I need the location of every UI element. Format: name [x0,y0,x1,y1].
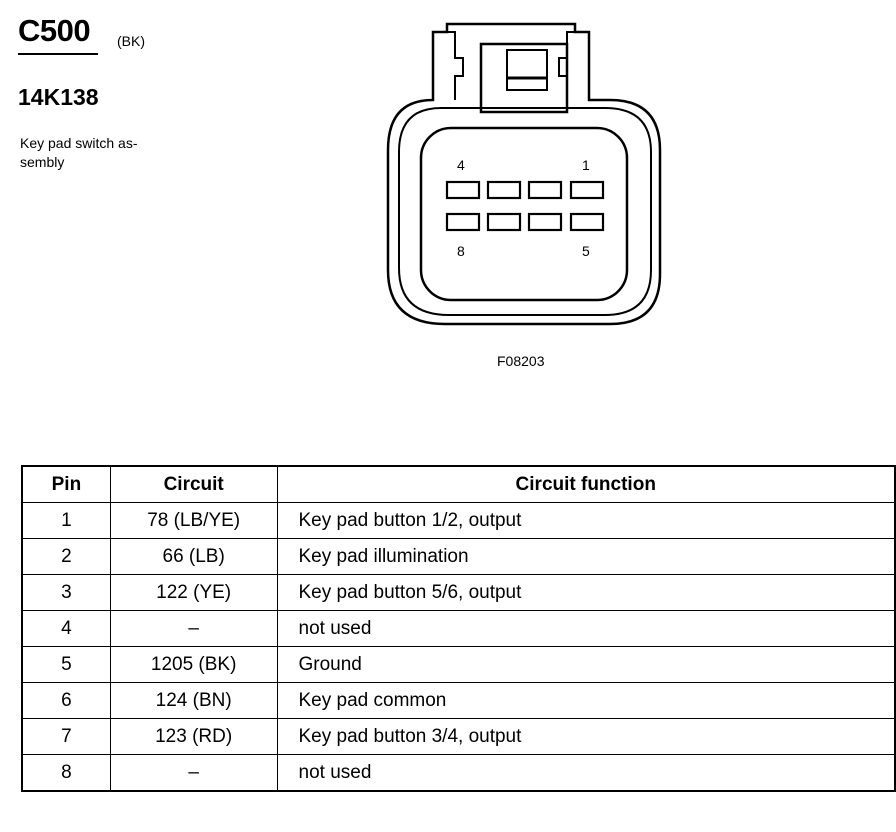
cell-circuit: – [110,755,277,792]
cell-function: Ground [277,647,895,683]
header-function: Circuit function [277,466,895,503]
header-pin: Pin [22,466,110,503]
connector-id: C500 [18,13,91,48]
table-row [22,719,895,755]
table-row [22,755,895,792]
terminal-pin-1 [571,182,603,198]
pin-label-1: 1 [582,157,590,173]
table-row [22,647,895,683]
cell-function: Key pad button 1/2, output [277,503,895,539]
cell-function: not used [277,611,895,647]
table-row [22,611,895,647]
latch-slot [507,50,547,90]
cell-pin: 5 [22,647,110,683]
cell-function: Key pad common [277,683,895,719]
table-row [22,539,895,575]
terminal-pin-2 [529,182,561,198]
cell-function: Key pad button 5/6, output [277,575,895,611]
cell-function: Key pad button 3/4, output [277,719,895,755]
table-row [22,575,895,611]
connector-face-diagram [385,18,665,338]
part-number: 14K138 [18,84,99,110]
cell-pin: 3 [22,575,110,611]
cell-circuit: – [110,611,277,647]
cell-function: not used [277,755,895,792]
pin-label-5: 5 [582,243,590,259]
cell-pin: 2 [22,539,110,575]
latch-left-step [447,32,463,100]
cell-circuit: 122 (YE) [110,575,277,611]
connector-inner-outline [399,108,651,315]
terminal-pin-5 [571,214,603,230]
connector-housing-outline [388,24,660,324]
cell-circuit: 66 (LB) [110,539,277,575]
cell-pin: 8 [22,755,110,792]
cell-function: Key pad illumination [277,539,895,575]
component-description: Key pad switch as- sembly [20,135,138,170]
table-row [22,503,895,539]
cell-circuit: 78 (LB/YE) [110,503,277,539]
terminal-pin-3 [488,182,520,198]
cell-circuit: 124 (BN) [110,683,277,719]
terminal-pin-6 [529,214,561,230]
cell-pin: 1 [22,503,110,539]
cell-pin: 6 [22,683,110,719]
terminal-pin-8 [447,214,479,230]
pin-label-8: 8 [457,243,465,259]
color-code: (BK) [117,33,145,49]
terminal-pin-4 [447,182,479,198]
header-circuit: Circuit [110,466,277,503]
pinout-table [21,465,896,792]
terminal-pin-7 [488,214,520,230]
figure-code: F08203 [497,353,545,369]
connector-id-underline [18,53,98,55]
cell-pin: 4 [22,611,110,647]
table-header-row [22,466,895,503]
cell-circuit: 123 (RD) [110,719,277,755]
table-row [22,683,895,719]
cell-circuit: 1205 (BK) [110,647,277,683]
cell-pin: 7 [22,719,110,755]
pin-label-4: 4 [457,157,465,173]
